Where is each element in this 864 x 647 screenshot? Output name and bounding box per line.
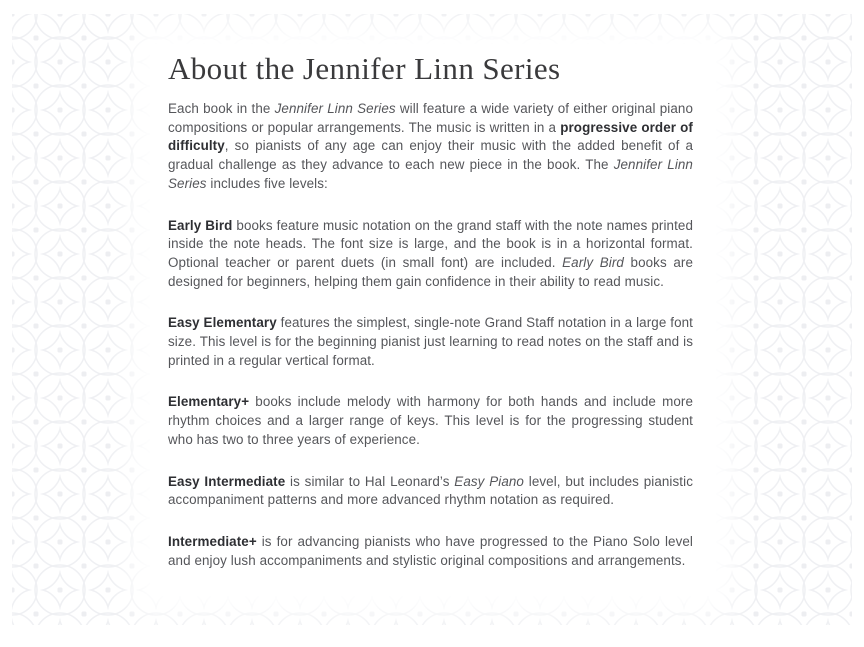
text: includes five levels: (206, 175, 328, 191)
text: is similar to Hal Leonard’s (285, 473, 455, 489)
article (168, 50, 693, 570)
bold-text: Elementary+ (168, 394, 250, 410)
text: books are designed for beginners, helping them gain confidence in their ability to read music. (168, 254, 693, 289)
italic-text: Jennifer Linn Series (168, 157, 693, 191)
text: books include melody with harmony for both hands and include more rhythm choices and a larger range of keys. This level is for the progressing student who has two to three years of experience. (168, 394, 693, 447)
italic-text: Early Bird (562, 254, 624, 270)
bold-text: progressive order of difficulty (168, 119, 693, 154)
text: books feature music notation on the grand staff with the note names printed inside the note heads. The font size is large, and the book is in a horizontal format. Optional teacher or parent duets (in small font) are included. (168, 217, 693, 270)
paragraph (168, 314, 693, 370)
bold-text: Early Bird (168, 217, 233, 233)
text: , so pianists of any age can enjoy their music with the added benefit of a gradual challenge as they advance to each new piece in the book. The (168, 138, 693, 173)
text: will feature a wide variety of either original piano compositions or popular arrangements. The music is written in a (168, 101, 693, 135)
paragraph (168, 100, 693, 194)
text: level, but includes pianistic accompaniment patterns and more advanced rhythm notation as required. (168, 473, 693, 508)
paragraph (168, 473, 693, 510)
page-title: About the Jennifer Linn Series (168, 51, 561, 86)
text: Each book in the (168, 101, 275, 116)
paragraph (168, 533, 693, 570)
bold-text: Easy Elementary (168, 315, 277, 331)
bold-text: Intermediate+ (168, 533, 257, 549)
paragraph (168, 393, 693, 449)
text: features the simplest, single-note Grand Staff notation in a large font size. This level is for the beginning pianist just learning to read notes on the staff and is printed in a regular vertical format. (168, 315, 693, 368)
paragraph (168, 217, 693, 292)
bold-text: Easy Intermediate (168, 473, 286, 489)
italic-text: Jennifer Linn Series (274, 101, 396, 116)
paragraphs (168, 100, 693, 570)
text: is for advancing pianists who have progressed to the Piano Solo level and enjoy lush accompaniments and stylistic original compositions and arrangements. (168, 533, 693, 568)
italic-text: Easy Piano (454, 473, 524, 489)
